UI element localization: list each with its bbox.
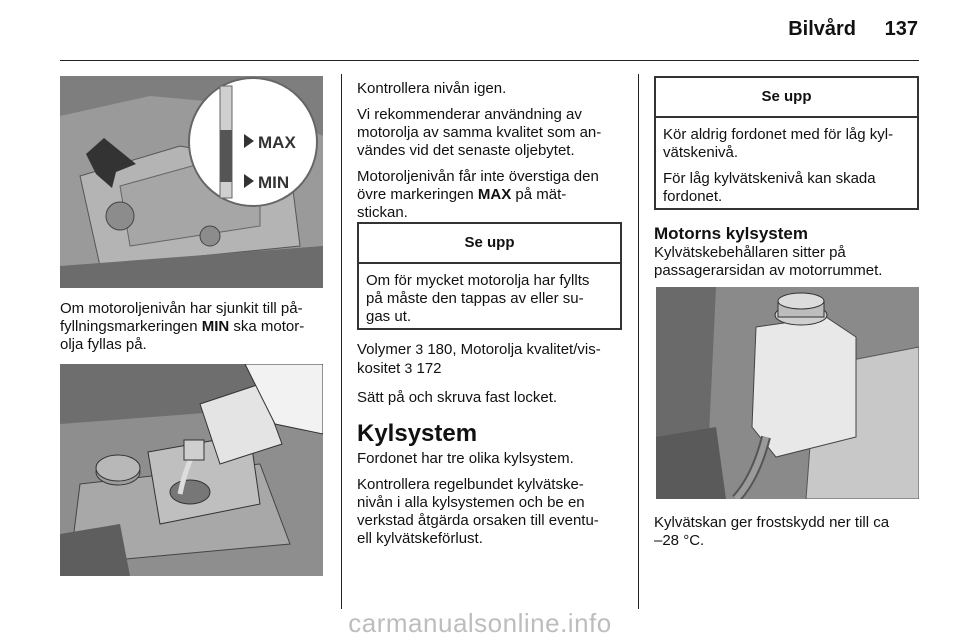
min-bold: MIN <box>201 318 230 335</box>
max-bold: MAX <box>477 186 512 203</box>
frost-protection-text: Kylvätskan ger frostskydd ner till ca –28 °C. <box>654 514 890 549</box>
check-level-text: Kontrollera nivån igen. <box>357 80 507 97</box>
column-divider-1 <box>341 74 342 609</box>
section-title: Bilvård <box>788 18 856 40</box>
watermark: carmanualsonline.info <box>348 608 612 638</box>
dipstick-illustration <box>60 76 323 288</box>
column-divider-2 <box>638 74 639 609</box>
column-2-text <box>357 80 620 222</box>
subheading-engine-cooling: Motorns kylsystem <box>654 224 808 243</box>
close-cap-text: Sätt på och skruva fast locket. <box>357 389 558 406</box>
section-heading-cooling: Kylsystem <box>357 420 478 447</box>
cooling-text: Fordonet har tre olika kylsystem. Kontrollera regelbundet kylvätske- nivån i alla kylsystemen och be en verkstad åtgärda orsaken till eventu- ell kylvätskeförlust. <box>357 450 599 547</box>
min-level-paragraph: Om motoroljenivån har sjunkit till på- fyllningsmarkeringen MIN ska motor- olja fyllas på. <box>60 300 305 353</box>
volume-reference: Volymer 3 180, Motorolja kvalitet/vis- kositet 3 172 <box>357 341 601 377</box>
max-mark-label: MAX <box>258 133 296 152</box>
warning-heading: Se upp <box>359 224 620 264</box>
warning-heading: Se upp <box>656 78 917 118</box>
recommend-paragraph: Vi rekommenderar användning av motorolja av samma kvalitet som an- vändes vid det senaste oljebytet. <box>357 106 602 159</box>
page-number: 137 <box>884 18 918 40</box>
oil-filling-illustration <box>60 364 323 576</box>
coolant-reservoir-illustration <box>656 287 919 499</box>
warning-box-coolant: Se upp Kör aldrig fordonet med för låg kyl- vätskenivå. För låg kylvätskenivå kan skada fordonet. <box>654 76 919 210</box>
column-2-lower-text <box>357 340 620 407</box>
header-rule <box>60 60 919 61</box>
page-ref-arrow-icon: 3 <box>415 341 424 357</box>
max-level-paragraph: Motoroljenivån får inte överstiga den övre markeringen MAX på mät- stickan. <box>357 168 599 221</box>
page-ref-arrow-icon: 3 <box>404 360 413 376</box>
min-mark-label: MIN <box>258 173 290 192</box>
warning-box-overfill: Se upp Om för mycket motorolja har fyllts på måste den tappas av eller su- gas ut. <box>357 222 622 330</box>
reservoir-location-text: Kylvätskebehållaren sitter på passagerarsidan av motorrummet. <box>654 244 883 279</box>
